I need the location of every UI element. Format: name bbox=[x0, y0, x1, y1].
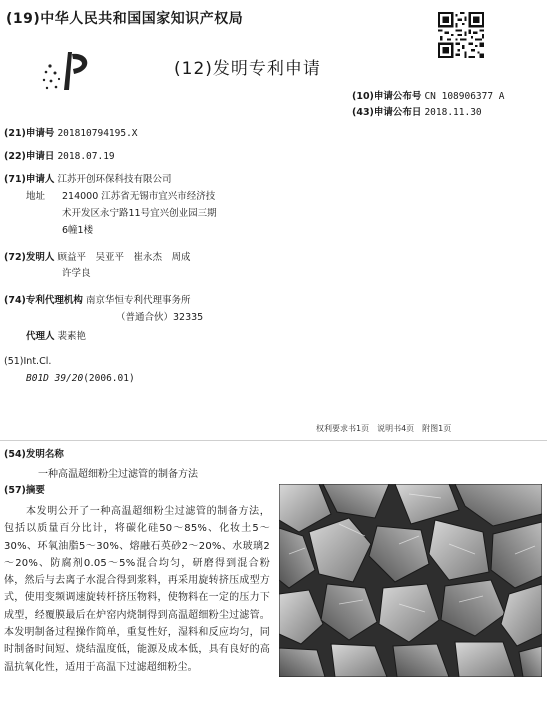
agent-label: 代理人 bbox=[26, 331, 55, 342]
section-divider bbox=[0, 440, 547, 441]
page-count-summary: 权利要求书1页 说明书4页 附图1页 bbox=[316, 424, 452, 433]
application-date-value: 2018.07.19 bbox=[57, 151, 115, 162]
publication-date bbox=[352, 104, 482, 118]
agency-line: 南京华恒专利代理事务所 bbox=[85, 295, 191, 306]
applicant-label: (71)申请人 bbox=[4, 174, 55, 185]
address-label: 地址 bbox=[26, 191, 46, 202]
agency-line: （普通合伙）32335 bbox=[116, 312, 204, 323]
inventor-line: 顾益平 吴亚平 崔永杰 周成 bbox=[57, 252, 191, 263]
address-line: 6幢1楼 bbox=[62, 225, 94, 236]
int-cl-value: B01D 39/20 bbox=[26, 373, 84, 384]
address-line: 术开发区永宁路11号宜兴创业园三期 bbox=[62, 208, 217, 219]
application-number-label: (21)申请号 bbox=[4, 128, 55, 139]
publication-number bbox=[352, 88, 505, 102]
publication-date-value: 2018.11.30 bbox=[424, 107, 482, 118]
inventor bbox=[4, 251, 190, 264]
int-cl-label: (51)Int.Cl. bbox=[4, 356, 52, 367]
agent bbox=[26, 330, 86, 343]
publication-date-label: (43)申请公布日 bbox=[352, 107, 422, 118]
inventor-label: (72)发明人 bbox=[4, 252, 55, 263]
agent-value: 裴素艳 bbox=[57, 331, 87, 342]
publication-number-value: CN 108906377 A bbox=[424, 91, 505, 102]
abstract-label: (57)摘要 bbox=[4, 485, 45, 496]
invention-title-label: (54)发明名称 bbox=[4, 449, 64, 460]
publication-number-label: (10)申请公布号 bbox=[352, 91, 422, 102]
qr-code-icon bbox=[438, 12, 484, 58]
int-cl bbox=[26, 372, 135, 385]
address-line: 214000 江苏省无锡市宜兴市经济技 bbox=[62, 191, 216, 202]
patent-agency bbox=[4, 294, 190, 307]
inventor-line: 许学良 bbox=[62, 268, 91, 279]
application-date-label: (22)申请日 bbox=[4, 151, 55, 162]
application-date bbox=[4, 150, 115, 163]
application-number bbox=[4, 127, 138, 140]
micrograph-image bbox=[279, 484, 542, 677]
agency-label: (74)专利代理机构 bbox=[4, 295, 83, 306]
abstract-text: 本发明公开了一种高温超细粉尘过滤管的制备方法，包括以质量百分比计，将碳化硅50～85%、化妆土5～30%、环氧油脂5～30%、熔融石英砂2～20%、水玻璃2～20%、防腐剂0.05～5%混合均匀，研磨得到混合粉体，然后与去离子水混合得到浆料，再采用旋转挤压成型方式，使用变频调速旋转杆挤压物料，使物料在一定的压力下成型，经覆膜最后在炉窑内烧制得到高温超细粉尘过滤管。本发明制备过程操作简单，重复性好，湿料和反应均匀，同时制备时间短、烧结温度低，能源及成本低，具有良好的高温抗氧化性，适用于高温下过滤超细粉尘。 bbox=[4, 506, 270, 673]
application-number-value: 201810794195.X bbox=[57, 128, 138, 139]
invention-title: 一种高温超细粉尘过滤管的制备方法 bbox=[38, 469, 198, 480]
cnipa-logo-icon bbox=[36, 46, 106, 96]
applicant bbox=[4, 173, 171, 186]
office-name: (19)中华人民共和国国家知识产权局 bbox=[6, 11, 244, 27]
document-type: (12)发明专利申请 bbox=[174, 59, 321, 79]
applicant-value: 江苏开创环保科技有限公司 bbox=[57, 174, 172, 185]
int-cl-year: (2006.01) bbox=[83, 373, 135, 384]
